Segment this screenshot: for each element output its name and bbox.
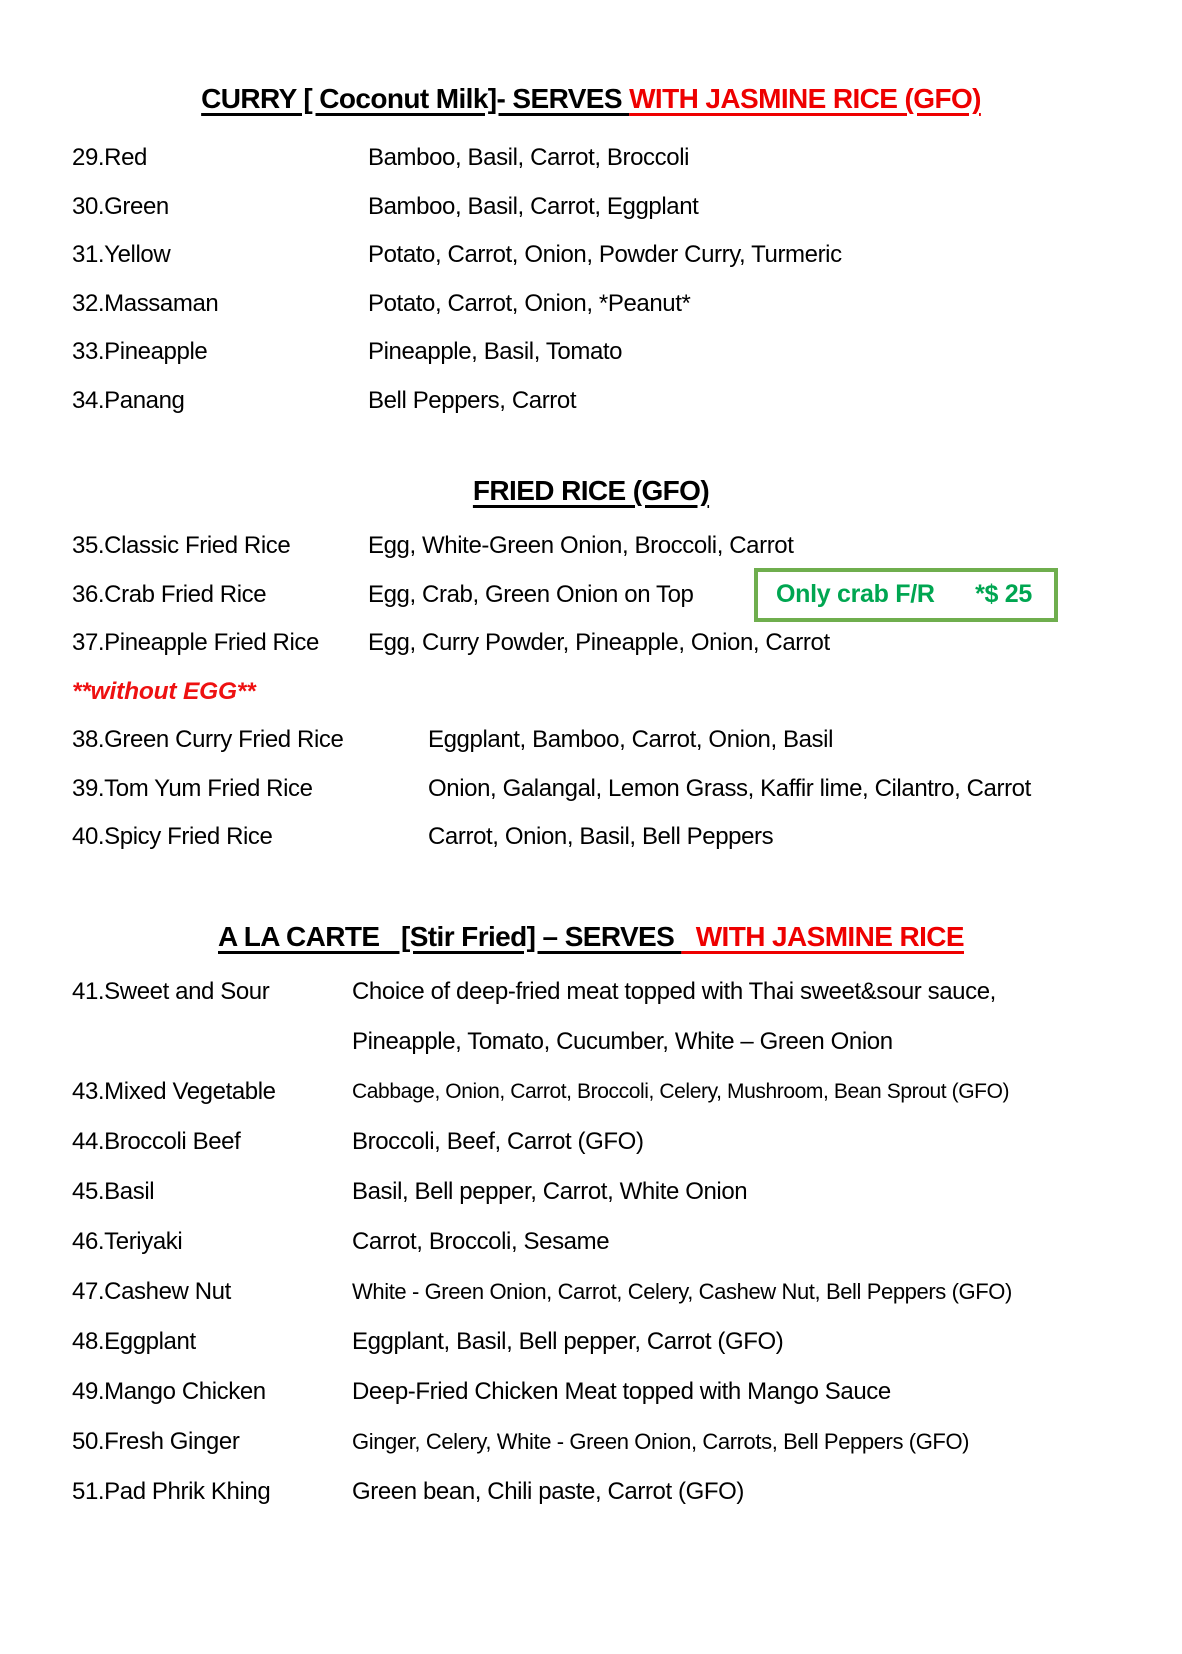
item-number-name: 40.Spicy Fried Rice xyxy=(72,823,273,850)
curry-heading-black: CURRY [ Coconut Milk]- SERVES xyxy=(201,83,630,114)
item-number-name: 44.Broccoli Beef xyxy=(72,1127,241,1155)
item-ingredients: Deep-Fried Chicken Meat topped with Mango Sauce xyxy=(352,1377,891,1405)
item-ingredients-line1: Choice of deep-fried meat topped with Thai sweet&sour sauce, xyxy=(352,977,996,1005)
menu-item-row xyxy=(72,765,1142,814)
item-ingredients: Egg, Curry Powder, Pineapple, Onion, Carrot xyxy=(368,629,830,656)
item-number-name: 31.Yellow xyxy=(72,241,171,268)
item-ingredients: Ginger, Celery, White - Green Onion, Carrots, Bell Peppers (GFO) xyxy=(352,1428,970,1454)
item-number-name: 32.Massaman xyxy=(72,289,219,317)
item-number-name: 38.Green Curry Fried Rice xyxy=(72,726,344,753)
item-number-name: 43.Mixed Vegetable xyxy=(72,1077,276,1105)
menu-item-row xyxy=(72,1067,1142,1117)
item-ingredients: Potato, Carrot, Onion, *Peanut* xyxy=(368,289,691,317)
item-ingredients: Broccoli, Beef, Carrot (GFO) xyxy=(352,1127,644,1155)
item-ingredients: Potato, Carrot, Onion, Powder Curry, Turmeric xyxy=(368,241,842,268)
item-ingredients: Bamboo, Basil, Carrot, Eggplant xyxy=(368,192,699,220)
item-ingredients-line2: Pineapple, Tomato, Cucumber, White – Green Onion xyxy=(352,1027,893,1055)
menu-item-row xyxy=(72,134,1142,183)
menu-item-row xyxy=(72,328,1142,377)
item-number-name: 47.Cashew Nut xyxy=(72,1277,231,1305)
item-number-name: 48.Eggplant xyxy=(72,1327,196,1355)
item-ingredients: Pineapple, Basil, Tomato xyxy=(368,338,623,365)
menu-item-row xyxy=(72,619,1142,668)
item-ingredients xyxy=(352,967,996,1067)
item-number-name: 30.Green xyxy=(72,192,169,220)
menu-item-row xyxy=(72,716,1142,765)
item-number-name: 46.Teriyaki xyxy=(72,1227,183,1255)
item-ingredients: Bamboo, Basil, Carrot, Broccoli xyxy=(368,144,690,171)
item-ingredients: White - Green Onion, Carrot, Celery, Cashew Nut, Bell Peppers (GFO) xyxy=(352,1278,1012,1304)
item-number-name: 29.Red xyxy=(72,144,147,171)
item-ingredients: Carrot, Onion, Basil, Bell Peppers xyxy=(428,823,774,850)
menu-item-row xyxy=(72,813,1142,862)
item-ingredients: Eggplant, Basil, Bell pepper, Carrot (GFO) xyxy=(352,1327,784,1355)
menu-item-row xyxy=(72,1317,1142,1367)
item-number-name: 51.Pad Phrik Khing xyxy=(72,1477,271,1505)
item-number-name: 37.Pineapple Fried Rice xyxy=(72,629,319,656)
curry-heading-red: WITH JASMINE RICE (GFO) xyxy=(629,83,981,114)
menu-item-row xyxy=(72,280,1142,329)
item-ingredients: Egg, White-Green Onion, Broccoli, Carrot xyxy=(368,532,794,559)
without-egg-note: **without EGG** xyxy=(72,677,256,705)
item-number-name: 45.Basil xyxy=(72,1177,155,1205)
menu-item-row xyxy=(72,1417,1142,1467)
item-number-name: 39.Tom Yum Fried Rice xyxy=(72,774,313,802)
item-number-name: 41.Sweet and Sour xyxy=(72,977,270,1005)
menu-item-row xyxy=(72,183,1142,232)
curry-item-list xyxy=(72,134,1142,425)
item-ingredients: Onion, Galangal, Lemon Grass, Kaffir lime, Cilantro, Carrot xyxy=(428,774,1031,802)
fried-rice-item-list xyxy=(72,522,1142,862)
crab-price-box xyxy=(754,568,1058,622)
item-number-name: 33.Pineapple xyxy=(72,338,208,365)
item-ingredients: Green bean, Chili paste, Carrot (GFO) xyxy=(352,1477,745,1505)
a-la-carte-section-heading xyxy=(0,919,1182,955)
menu-item-row xyxy=(72,571,1142,620)
item-ingredients: Bell Peppers, Carrot xyxy=(368,386,577,414)
item-ingredients: Egg, Crab, Green Onion on Top xyxy=(368,580,694,608)
menu-item-row xyxy=(72,1367,1142,1417)
menu-item-row xyxy=(72,1217,1142,1267)
menu-item-row xyxy=(72,1167,1142,1217)
crab-box-price: *$ 25 xyxy=(975,580,1032,608)
item-ingredients: Carrot, Broccoli, Sesame xyxy=(352,1227,610,1255)
item-number-name: 34.Panang xyxy=(72,386,185,414)
a-la-carte-heading-black: A LA CARTE [Stir Fried] – SERVES xyxy=(218,920,682,952)
menu-item-row xyxy=(72,967,1142,1067)
menu-item-row xyxy=(72,1117,1142,1167)
item-number-name: 49.Mango Chicken xyxy=(72,1377,266,1405)
menu-item-row xyxy=(72,231,1142,280)
item-ingredients: Eggplant, Bamboo, Carrot, Onion, Basil xyxy=(428,726,834,753)
a-la-carte-heading-red: WITH JASMINE RICE xyxy=(681,920,964,952)
a-la-carte-item-list xyxy=(72,967,1142,1517)
item-ingredients: Basil, Bell pepper, Carrot, White Onion xyxy=(352,1177,748,1205)
item-ingredients: Cabbage, Onion, Carrot, Broccoli, Celery, Mushroom, Bean Sprout (GFO) xyxy=(352,1079,1010,1103)
menu-item-row xyxy=(72,377,1142,426)
menu-item-row xyxy=(72,1467,1142,1517)
curry-section-heading xyxy=(0,0,1182,117)
fried-rice-section-heading xyxy=(0,473,1182,509)
item-number-name: 50.Fresh Ginger xyxy=(72,1427,240,1455)
item-number-name: 36.Crab Fried Rice xyxy=(72,580,267,608)
fried-rice-heading-text: FRIED RICE (GFO) xyxy=(472,475,710,506)
item-number-name: 35.Classic Fried Rice xyxy=(72,532,291,559)
menu-item-row xyxy=(72,1267,1142,1317)
menu-item-row xyxy=(72,522,1142,571)
crab-box-label: Only crab F/R xyxy=(776,580,935,608)
